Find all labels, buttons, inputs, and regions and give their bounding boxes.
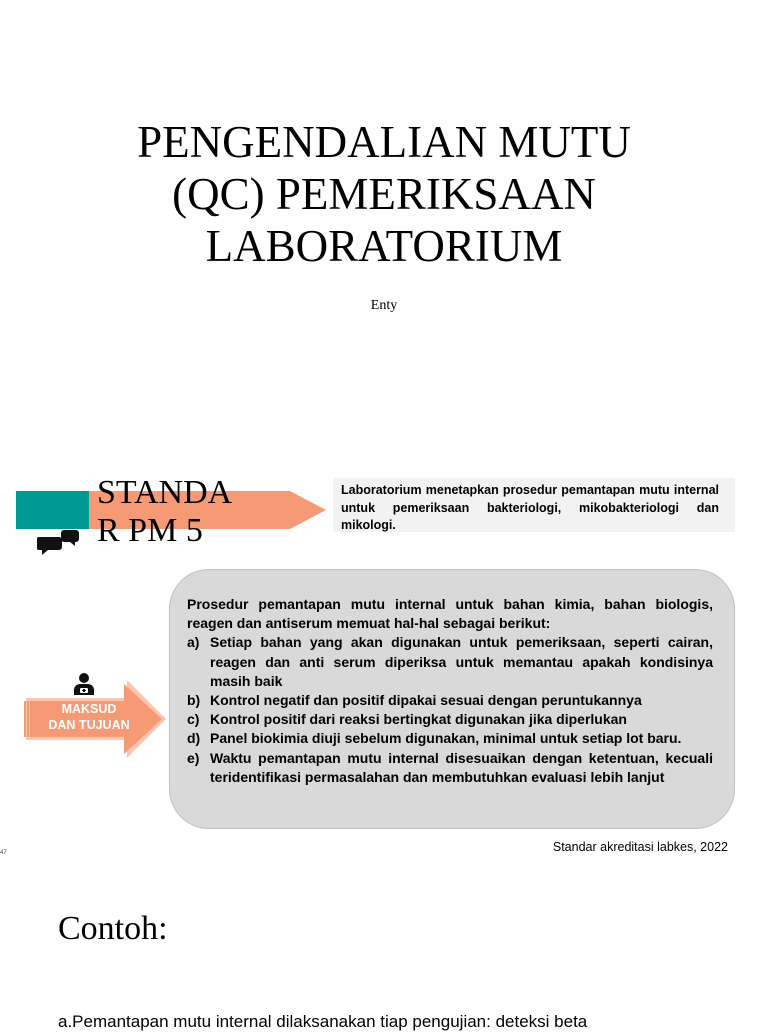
author-name: Enty [370, 298, 398, 313]
procedure-content [187, 595, 713, 787]
maksud-label-line-1: MAKSUD [61, 702, 117, 716]
source-citation: Standar akreditasi labkes, 2022 [552, 840, 728, 854]
list-marker: c) [187, 711, 200, 728]
procedure-list [187, 633, 713, 787]
title-line-2: (QC) PEMERIKSAAN [172, 169, 596, 219]
contoh-heading: Contoh: [58, 910, 168, 947]
standard-title-line-1: STANDA [97, 474, 233, 511]
list-text: Waktu pemantapan mutu internal disesuaikan dengan ketentuan, kecuali teridentifikasi permasalahan dan membutuhkan evaluasi lebih lanjut [210, 749, 713, 785]
list-text: Panel biokimia diuji sebelum digunakan, minimal untuk setiap lot baru. [210, 730, 682, 747]
standard-title-line-2: R PM 5 [97, 512, 203, 549]
list-marker: e) [187, 749, 200, 766]
list-text: Kontrol positif dari reaksi bertingkat digunakan jika diperlukan [210, 711, 627, 728]
contoh-text: a.Pemantapan mutu internal dilaksanakan tiap pengujian: deteksi beta [58, 1012, 588, 1031]
standard-title [97, 474, 232, 550]
title-line-3: LABORATORIUM [205, 221, 563, 271]
standard-description: Laboratorium menetapkan prosedur pemantapan mutu internal untuk pemeriksaan bakteriologi, mikobakteriologi dan mikologi. [341, 483, 719, 532]
maksud-label-line-2: DAN TUJUAN [48, 718, 130, 732]
chat-bubbles-icon [37, 528, 81, 556]
page-number: 47 [0, 850, 7, 856]
list-item [187, 710, 713, 729]
list-item [187, 749, 713, 787]
procedure-intro: Prosedur pemantapan mutu internal untuk bahan kimia, bahan biologis, reagen dan antiserum memuat hal-hal sebagai berikut: [187, 596, 713, 632]
teal-block [16, 491, 89, 529]
list-item [187, 691, 713, 710]
list-item [187, 633, 713, 691]
list-marker: a) [187, 634, 200, 651]
maksud-dan-tujuan-label [40, 701, 138, 733]
list-text: Kontrol negatif dan positif dipakai sesuai dengan peruntukannya [210, 692, 642, 709]
list-marker: d) [187, 730, 201, 747]
slide-title [60, 116, 708, 272]
list-marker: b) [187, 692, 201, 709]
list-item [187, 729, 713, 748]
title-line-1: PENGENDALIAN MUTU [137, 117, 631, 167]
list-text: Setiap bahan yang akan digunakan untuk pemeriksaan, seperti cairan, reagen dan anti serum diperiksa untuk memantau apakah kondisinya masih baik [210, 634, 713, 689]
